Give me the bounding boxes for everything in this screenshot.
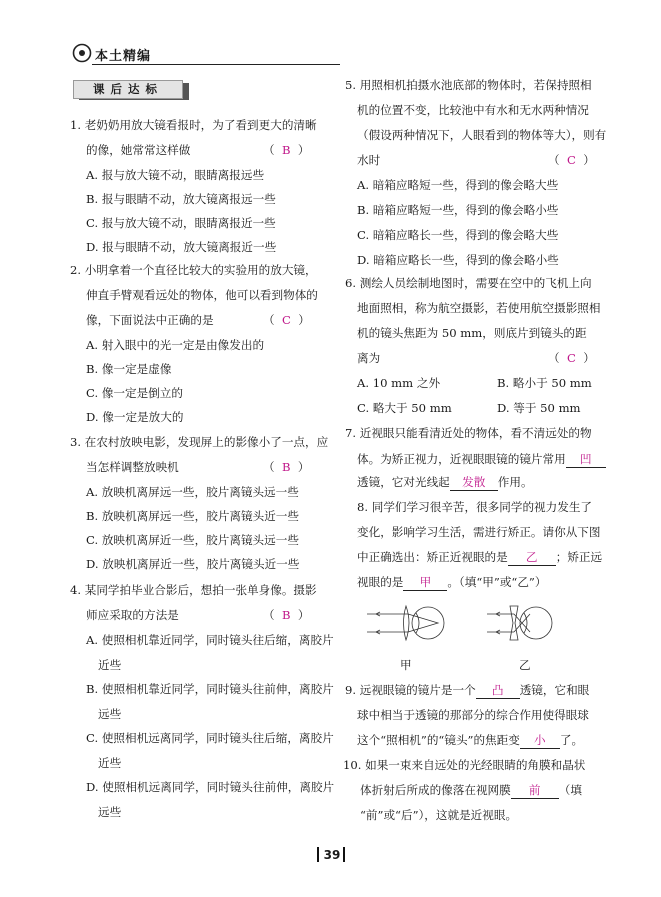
- q1-option: B. 报与眼睛不动，放大镜离报远一些: [86, 192, 276, 206]
- q1-option: D. 报与眼睛不动，放大镜离报近一些: [86, 240, 277, 254]
- q3-option: C. 放映机离屏近一些，胶片离镜头远一些: [86, 533, 299, 547]
- q8-figure-label-yi: 乙: [519, 658, 531, 672]
- q9-line3: [357, 733, 583, 749]
- page-number: 39: [323, 848, 341, 862]
- q6-option: C. 略大于 50 mm: [357, 401, 452, 415]
- page-number-bar-left: [317, 847, 319, 862]
- q2-option: C. 像一定是倒立的: [86, 386, 183, 400]
- q10-line2: [360, 783, 582, 799]
- q4-stem-line: 4. 某同学拍毕业合影后，想拍一张单身像。摄影: [70, 583, 317, 597]
- q10-text2: 体折射后所成的像落在视网膜: [360, 783, 511, 797]
- q5-answer: （ C ）: [548, 153, 595, 167]
- q2-option: B. 像一定是虚像: [86, 362, 172, 376]
- q5-answer-letter: C: [566, 153, 576, 167]
- header-rule: [92, 64, 340, 65]
- q6-stem-line: 地面照相，称为航空摄影，若使用航空摄影照相: [357, 301, 601, 315]
- q9-answer-2: 小: [520, 733, 560, 749]
- q9-text5: 了。: [559, 733, 584, 747]
- q8-text5: 视眼的是: [357, 575, 404, 589]
- section-title: 课后达标: [73, 80, 183, 99]
- q3-stem-line: 3. 在农村放映电影，发现屏上的影像小了一点，应: [70, 435, 329, 449]
- q5-stem-line: 5. 用照相机拍摄水池底部的物体时，若保持照相: [345, 78, 592, 92]
- q4-option: C. 使照相机远离同学，同时镜头往后缩，离胶片: [86, 731, 334, 745]
- q4-option: A. 使照相机靠近同学，同时镜头往后缩，离胶片: [86, 633, 334, 647]
- q2-answer: （ C ）: [263, 313, 310, 327]
- header-title: 本土精编: [95, 49, 152, 64]
- q7-text3: 透镜，它对光线起: [357, 475, 450, 489]
- q10-answer-1: 前: [511, 783, 559, 799]
- q5-option: C. 暗箱应略长一些，得到的像会略大些: [357, 228, 559, 242]
- q9-text2: 透镜，它和眼: [519, 683, 590, 697]
- q8-answer-2: 甲: [403, 575, 447, 591]
- q2-stem-line: 伸直手臂观看远处的物体，他可以看到物体的: [86, 288, 318, 302]
- q6-stem-line: 6. 测绘人员绘制地图时，需要在空中的飞机上向: [345, 276, 592, 290]
- q1-stem-line: 的像，她常常这样做: [86, 143, 191, 157]
- q8-text6: 。（填“甲”或“乙”）: [447, 575, 547, 589]
- q7-text4: 作用。: [497, 475, 533, 489]
- q3-answer: （ B ）: [263, 460, 310, 474]
- q4-option: D. 使照相机远离同学，同时镜头往前伸，离胶片: [86, 780, 335, 794]
- q1-answer: （ B ）: [263, 143, 310, 157]
- q6-stem-line: 机的镜头焦距为 50 mm，则底片到镜头的距: [357, 326, 587, 340]
- q7-line1: 7. 近视眼只能看清近处的物体，看不清远处的物: [345, 426, 592, 440]
- q6-answer-letter: C: [566, 351, 576, 365]
- q7-answer-1: 凹: [566, 452, 606, 468]
- q2-option: A. 射入眼中的光一定是由像发出的: [86, 338, 265, 352]
- q2-answer-letter: C: [281, 313, 291, 327]
- header-logo: [72, 43, 92, 63]
- q9-line2: 球中相当于透镜的那部分的综合作用使得眼球: [357, 708, 589, 722]
- q8-line4: [357, 575, 546, 591]
- q3-answer-letter: B: [281, 460, 291, 474]
- q6-option: B. 略小于 50 mm: [497, 376, 592, 390]
- q4-option: B. 使照相机靠近同学，同时镜头往前伸，离胶片: [86, 682, 334, 696]
- q4-option-continuation: 近些: [98, 657, 122, 672]
- q5-stem-line: 机的位置不变，比较池中有水和无水两种情况: [357, 103, 589, 117]
- q8-line1: 8. 同学们学习很辛苦，很多同学的视力发生了: [357, 500, 593, 514]
- q6-stem-line: 离为: [357, 351, 381, 365]
- page-number-bar-right: [343, 847, 345, 862]
- q8-text4: ；矫正远: [555, 550, 603, 564]
- q2-stem-line: 2. 小明拿着一个直径比较大的实验用的放大镜，: [70, 263, 317, 277]
- q4-option-continuation: 远些: [98, 804, 122, 819]
- q8-eye-figure: [362, 598, 612, 648]
- q5-stem-line: 水时: [357, 153, 381, 167]
- q4-option-continuation: 近些: [98, 755, 122, 770]
- q5-option: B. 暗箱应略短一些，得到的像会略小些: [357, 203, 559, 217]
- q6-option: A. 10 mm 之外: [357, 376, 441, 390]
- q10-line1: 10. 如果一束来自远处的光经眼睛的角膜和晶状: [343, 758, 586, 772]
- q3-option: A. 放映机离屏远一些，胶片离镜头远一些: [86, 485, 299, 499]
- q2-option: D. 像一定是放大的: [86, 410, 184, 424]
- q2-stem-line: 像，下面说法中正确的是: [86, 313, 214, 327]
- q1-option: A. 报与放大镜不动，眼睛离报远些: [86, 168, 265, 182]
- q8-line3: [357, 550, 602, 566]
- q4-answer: （ B ）: [263, 608, 310, 622]
- q8-figure-label-jia: 甲: [400, 658, 412, 672]
- q4-answer-letter: B: [281, 608, 291, 622]
- q8-answer-1: 乙: [508, 550, 556, 566]
- q3-stem-line: 当怎样调整放映机: [86, 460, 179, 474]
- q8-line2: 变化，影响学习生活，需进行矫正。请你从下图: [357, 525, 601, 539]
- q9-line1: [345, 683, 589, 699]
- q1-answer-letter: B: [281, 143, 291, 157]
- q3-option: D. 放映机离屏近一些，胶片离镜头近一些: [86, 557, 300, 571]
- q6-answer: （ C ）: [548, 351, 595, 365]
- q1-option: C. 报与放大镜不动，眼睛离报近一些: [86, 216, 276, 230]
- q6-option: D. 等于 50 mm: [497, 401, 581, 415]
- q1-stem-line: 1. 老奶奶用放大镜看报时，为了看到更大的清晰: [70, 118, 317, 132]
- q7-answer-2: 发散: [450, 475, 498, 491]
- q4-stem-line: 师应采取的方法是: [86, 608, 179, 622]
- q9-text4: 这个“照相机”的“镜头”的焦距变: [357, 733, 520, 747]
- q7-text2: 体。为矫正视力，近视眼眼镜的镜片常用: [357, 452, 566, 466]
- q5-option: A. 暗箱应略短一些，得到的像会略大些: [357, 178, 559, 192]
- q5-stem-line: （假设两种情况下，人眼看到的物体等大），则有: [357, 128, 607, 142]
- q7-line2: [357, 452, 606, 468]
- q4-option-continuation: 远些: [98, 706, 122, 721]
- q5-option: D. 暗箱应略长一些，得到的像会略小些: [357, 253, 559, 267]
- section-banner: [73, 80, 191, 100]
- q7-line3: [357, 475, 533, 491]
- q9-text1: 9. 远视眼镜的镜片是一个: [345, 683, 476, 697]
- q3-option: B. 放映机离屏远一些，胶片离镜头近一些: [86, 509, 299, 523]
- q10-text3: （填: [558, 783, 582, 797]
- q8-text3: 中正确选出：矫正近视眼的是: [357, 550, 508, 564]
- q10-line3: “前”或“后”），这就是近视眼。: [360, 808, 518, 822]
- q9-answer-1: 凸: [476, 683, 520, 699]
